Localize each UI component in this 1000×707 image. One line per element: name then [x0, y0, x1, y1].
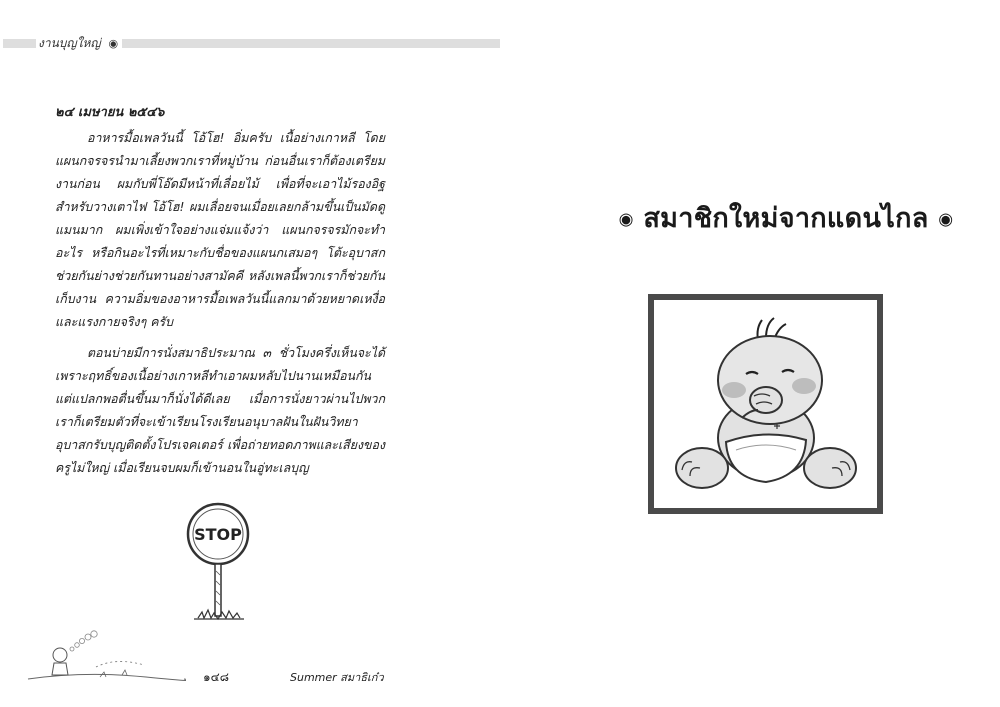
photo-frame [648, 294, 883, 514]
baby-illustration [654, 300, 877, 508]
right-page [500, 0, 1000, 707]
page-number: ๑๔๘ [203, 670, 229, 684]
running-header [36, 35, 122, 52]
stop-sign-text: STOP [194, 525, 242, 544]
baby-cartoon-icon [654, 300, 877, 508]
stop-sign-illustration [176, 496, 260, 626]
footer-doodle-illustration [26, 627, 186, 687]
bullet-icon: ◉ [938, 209, 954, 230]
paragraph-1: อาหารมื้อเพลวันนี้ โอ้โฮ! อิ่มครับ เนื้อย่างเกาหลี โดยแผนกจรจรนำมาเลี้ยงพวกเราที่หมู่บ้าน ก่อนอื่นเราก็ต้องเตรียมงานก่อน ผมกับพี่โอ๊ดมีหน้าที่เลื่อยไม้ เพื่อที่จะเอาไม้รองอิฐสำหรับวางเตาไฟ โอ้โฮ! ผมเลื่อยจนเมื่อยเลยกล้ามขึ้นเป็นมัดดูแมนมาก ผมเพิ่งเข้าใจอย่างแจ่มแจ้งว่า แผนกจรจรมักจะทำอะไร หรือกินอะไรที่เหมาะกับชื่อของแผนกเสมอๆ โต้ะอุบาสกช่วยกันย่างช่วยกันทานอย่างสามัคคี หลังเพลนี้พวกเราก็ช่วยกันเก็บงาน ความอิ่มของอาหารมื้อเพลวันนี้แลกมาด้วยหยาดเหงื่อและแรงกายจริงๆ ครับ [55, 130, 385, 329]
section-title [616, 196, 956, 239]
bullet-icon: ◉ [618, 209, 634, 230]
entry-date: ๒๔ เมษายน ๒๕๔๖ [55, 105, 165, 120]
section-title-text: สมาชิกใหม่จากแดนไกล [643, 203, 929, 234]
bullet-icon: ◉ [108, 37, 119, 50]
body-text [55, 126, 385, 487]
paragraph-2: ตอนบ่ายมีการนั่งสมาธิประมาณ ๓ ชั่วโมงครึ่งเห็นจะได้ เพราะฤทธิ์ของเนื้อย่างเกาหลีทำเอาผมหลับไปนานเหมือนกัน แต่แปลกพอตื่นขึ้นมาก็นั่งได้ดีเลย เมื่อการนั่งยาวผ่านไปพวกเราก็เตรียมตัวที่จะเข้าเรียนโรงเรียนอนุบาลฝันในฝันวิทยา อุบาสกรับบุญติดตั้งโปรเจคเตอร์ เพื่อถ่ายทอดภาพและเสียงของครูไม่ใหญ่ เมื่อเรียนจบผมก็เข้านอนในอู่ทะเลบุญ [55, 345, 385, 475]
book-title: Summer สมาธิเก๋ว [290, 671, 384, 684]
running-header-title: งานบุญใหญ่ [38, 36, 101, 50]
